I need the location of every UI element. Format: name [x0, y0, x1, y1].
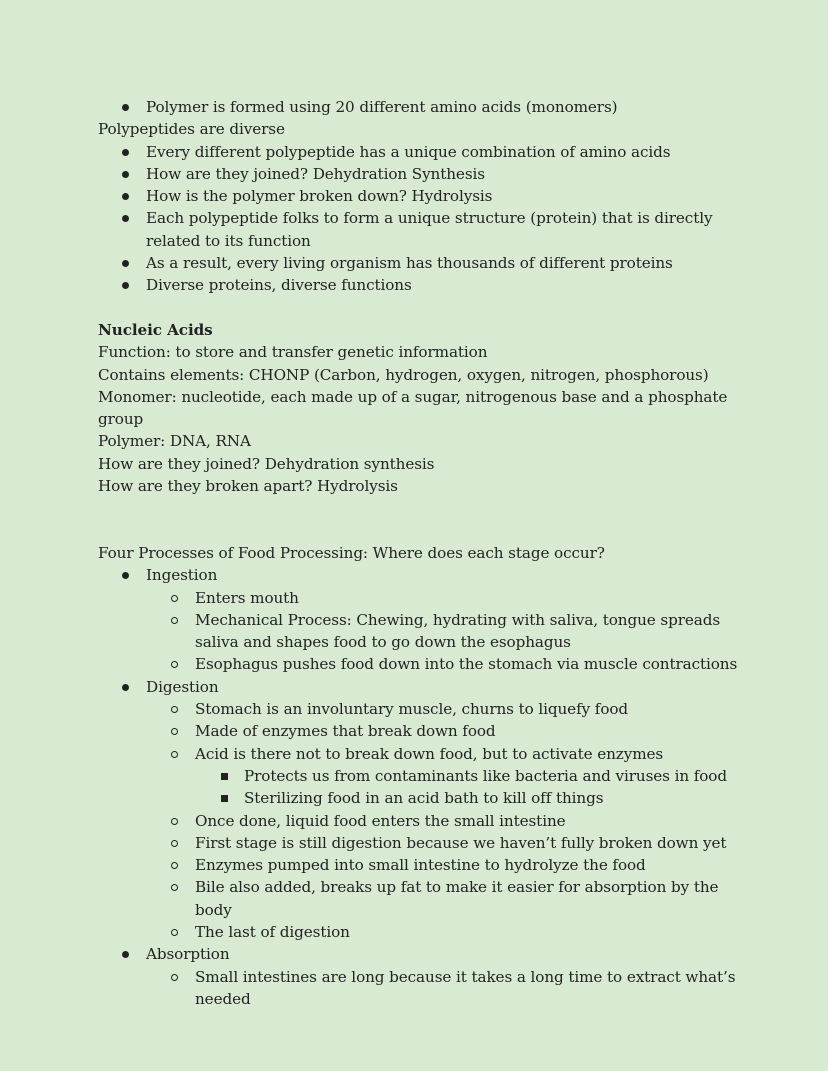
- bullet-dot-icon: [122, 684, 129, 691]
- document-body: [98, 96, 738, 1010]
- food-stages-list: [98, 676, 738, 698]
- polypeptides-heading: Polypeptides are diverse: [98, 120, 285, 139]
- bullet-circle-icon: [171, 840, 178, 847]
- stage-ingestion: Ingestion: [98, 564, 738, 586]
- list-item: Polymer is formed using 20 different amino acids (monomers): [98, 96, 738, 118]
- digestion-list: [98, 698, 738, 765]
- nucleic-polymer-line: Polymer: DNA, RNA: [98, 432, 251, 451]
- bullet-dot-icon: [122, 104, 129, 111]
- food-processing-heading: Four Processes of Food Processing: Where does each stage occur?: [98, 543, 605, 562]
- list-item: Enzymes pumped into small intestine to hydrolyze the food: [98, 854, 738, 876]
- ingestion-list: [98, 587, 738, 676]
- bullet-dot-icon: [122, 282, 129, 289]
- bullet-circle-icon: [171, 929, 178, 936]
- nucleic-broken-line: How are they broken apart? Hydrolysis: [98, 477, 398, 496]
- nucleic-function-line: Function: to store and transfer genetic information: [98, 343, 488, 362]
- bullet-dot-icon: [122, 215, 129, 222]
- spacer: [98, 497, 738, 542]
- bullet-square-icon: [221, 773, 228, 780]
- bullet-circle-icon: [171, 595, 178, 602]
- bullet-circle-icon: [171, 884, 178, 891]
- list-item: How is the polymer broken down? Hydrolysis: [98, 185, 738, 207]
- bullet-circle-icon: [171, 706, 178, 713]
- bullet-circle-icon: [171, 617, 178, 624]
- bullet-circle-icon: [171, 661, 178, 668]
- list-item: Made of enzymes that break down food: [98, 720, 738, 742]
- list-item: Stomach is an involuntary muscle, churns to liquefy food: [98, 698, 738, 720]
- bullet-dot-icon: [122, 171, 129, 178]
- stage-digestion: Digestion: [98, 676, 738, 698]
- bullet-dot-icon: [122, 149, 129, 156]
- digestion-list-continued: [98, 810, 738, 944]
- bullet-dot-icon: [122, 260, 129, 267]
- bullet-circle-icon: [171, 974, 178, 981]
- bullet-dot-icon: [122, 572, 129, 579]
- list-item: Diverse proteins, diverse functions: [98, 274, 738, 296]
- list-item: How are they joined? Dehydration Synthesis: [98, 163, 738, 185]
- bullet-circle-icon: [171, 818, 178, 825]
- list-item: First stage is still digestion because we haven’t fully broken down yet: [98, 832, 738, 854]
- list-item: Protects us from contaminants like bacteria and viruses in food: [98, 765, 738, 787]
- bullet-circle-icon: [171, 862, 178, 869]
- nucleic-joined-line: How are they joined? Dehydration synthesis: [98, 454, 435, 473]
- nucleic-elements-line: Contains elements: CHONP (Carbon, hydrogen, oxygen, nitrogen, phosphorous): [98, 365, 709, 384]
- stage-absorption: Absorption: [98, 943, 738, 965]
- food-stages-list: [98, 943, 738, 965]
- protein-polymer-list: [98, 96, 738, 118]
- bullet-dot-icon: [122, 193, 129, 200]
- polypeptides-list: [98, 141, 738, 297]
- acid-sub-list: [98, 765, 738, 810]
- list-item: Sterilizing food in an acid bath to kill off things: [98, 787, 738, 809]
- list-item: Each polypeptide folks to form a unique structure (protein) that is directly related to its function: [98, 207, 738, 252]
- list-item: Small intestines are long because it takes a long time to extract what’s needed: [98, 966, 738, 1011]
- nucleic-monomer-line: Monomer: nucleotide, each made up of a sugar, nitrogenous base and a phosphate group: [98, 387, 728, 429]
- list-item: Esophagus pushes food down into the stomach via muscle contractions: [98, 653, 738, 675]
- list-item: Bile also added, breaks up fat to make it easier for absorption by the body: [98, 876, 738, 921]
- list-item: The last of digestion: [98, 921, 738, 943]
- bullet-square-icon: [221, 795, 228, 802]
- list-item: Enters mouth: [98, 587, 738, 609]
- bullet-dot-icon: [122, 951, 129, 958]
- spacer: [98, 297, 738, 319]
- nucleic-acids-title: Nucleic Acids: [98, 320, 213, 339]
- list-item: Every different polypeptide has a unique combination of amino acids: [98, 141, 738, 163]
- absorption-list: [98, 966, 738, 1011]
- list-item: Acid is there not to break down food, but to activate enzymes: [98, 743, 738, 765]
- bullet-circle-icon: [171, 728, 178, 735]
- food-stages-list: [98, 564, 738, 586]
- list-item: As a result, every living organism has thousands of different proteins: [98, 252, 738, 274]
- list-item: Once done, liquid food enters the small intestine: [98, 810, 738, 832]
- bullet-circle-icon: [171, 751, 178, 758]
- list-item: Mechanical Process: Chewing, hydrating with saliva, tongue spreads saliva and shapes food to go down the esophagus: [98, 609, 738, 654]
